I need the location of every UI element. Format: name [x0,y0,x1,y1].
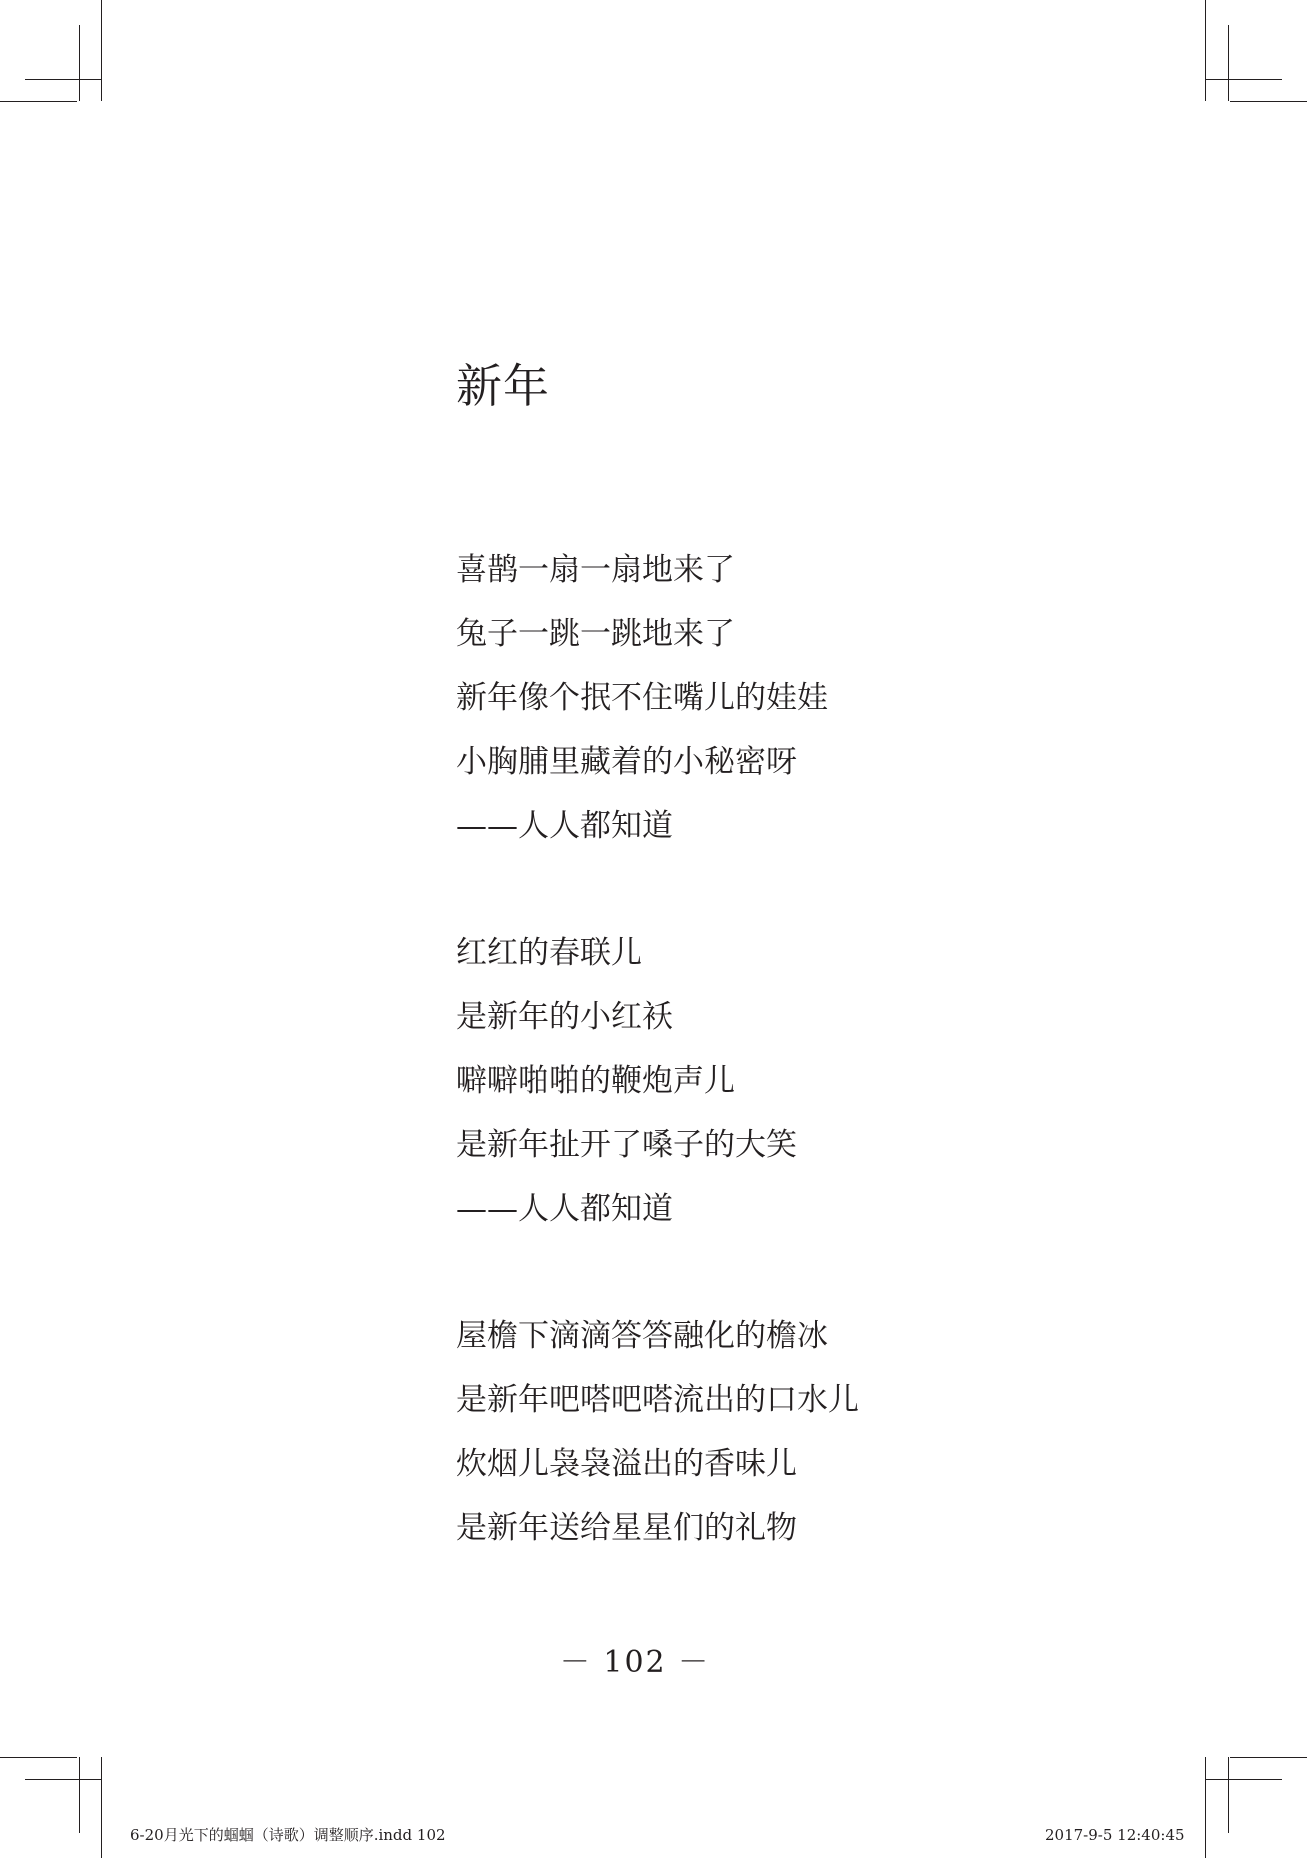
crop-mark-top-left-vertical [101,0,102,101]
crop-mark-top-left-inner-vertical [79,25,80,101]
poem-line: 是新年吧嗒吧嗒流出的口水儿 [456,1382,859,1418]
crop-mark-top-right-inner-vertical [1228,25,1229,101]
crop-mark-bottom-right-inner [1205,1779,1282,1780]
poem-title: 新年 [456,359,550,413]
poem-line: 红红的春联儿 [456,935,642,971]
crop-mark-top-left-horizontal [0,101,77,102]
crop-mark-bottom-left-inner-vertical [79,1757,80,1833]
page-number: － 102 － [559,1645,711,1680]
crop-mark-bottom-left-vertical [101,1757,102,1858]
poem-line: ——人人都知道 [456,808,673,844]
poem-line: 屋檐下滴滴答答融化的檐冰 [456,1318,828,1354]
crop-mark-top-right-inner [1205,79,1282,80]
poem-line: 炊烟儿袅袅溢出的香味儿 [456,1446,797,1482]
poem-line: 是新年扯开了嗓子的大笑 [456,1127,797,1163]
crop-mark-bottom-right-horizontal [1230,1757,1307,1758]
poem-line: 小胸脯里藏着的小秘密呀 [456,744,797,780]
crop-mark-top-left-inner [25,79,101,80]
crop-mark-bottom-left-inner [25,1779,101,1780]
slug-filename: 6-20月光下的蝈蝈（诗歌）调整顺序.indd 102 [130,1826,446,1844]
crop-mark-top-right-vertical [1205,0,1206,101]
crop-mark-bottom-right-vertical [1205,1757,1206,1858]
crop-mark-bottom-left-horizontal [0,1757,77,1758]
poem-line: ——人人都知道 [456,1191,673,1227]
crop-mark-top-right-horizontal [1230,101,1307,102]
slug-timestamp: 2017-9-5 12:40:45 [1045,1826,1185,1844]
poem-line: 新年像个抿不住嘴儿的娃娃 [456,680,828,716]
poem-line: 喜鹊一扇一扇地来了 [456,552,735,588]
poem-line: 兔子一跳一跳地来了 [456,616,735,652]
poem-line: 是新年送给星星们的礼物 [456,1510,797,1546]
crop-mark-bottom-right-inner-vertical [1228,1757,1229,1833]
poem-line: 噼噼啪啪的鞭炮声儿 [456,1063,735,1099]
poem-line: 是新年的小红袄 [456,999,673,1035]
